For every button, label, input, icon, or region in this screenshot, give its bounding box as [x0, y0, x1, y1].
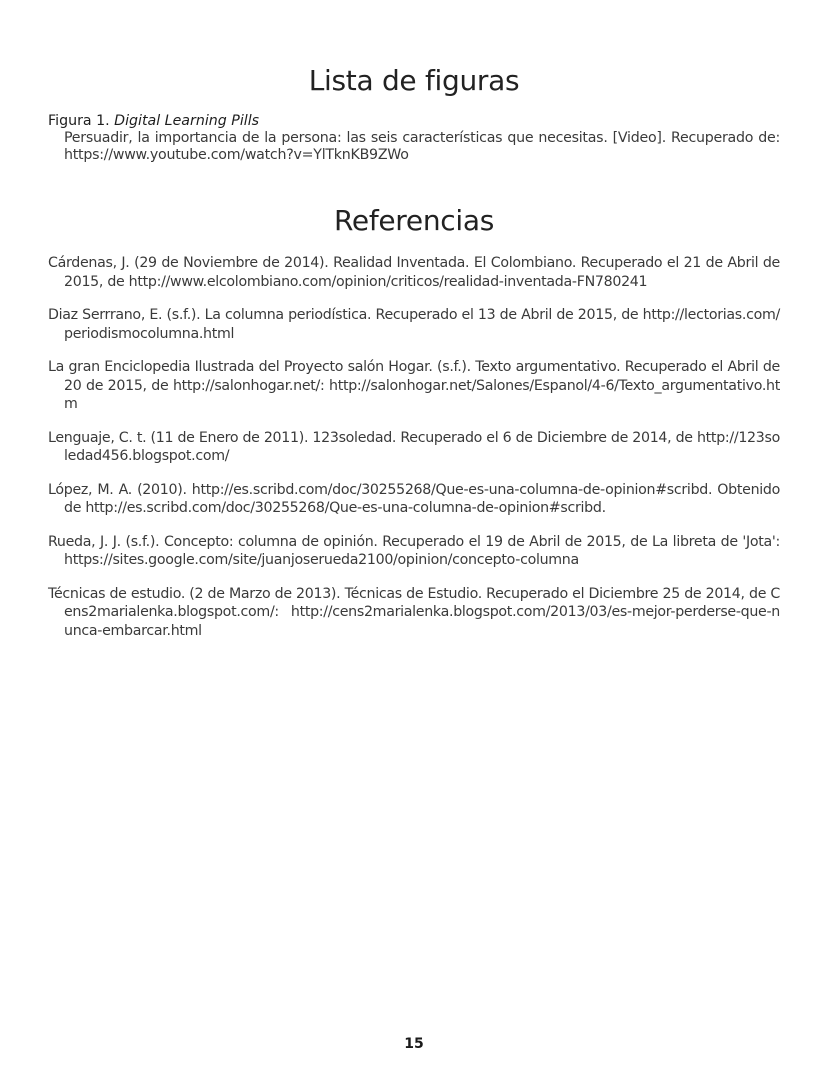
- reference-item: Rueda, J. J. (s.f.). Concepto: columna de opinión. Recuperado el 19 de Abril de 2015, de La libreta de 'Jota': https://sites.google.com/site/juanjoserueda2100/opinion/concepto-columna: [48, 533, 780, 568]
- figure-name: Digital Learning Pills: [114, 113, 260, 129]
- figures-list-title: Lista de figuras: [308, 64, 520, 97]
- figure-caption: [48, 113, 780, 130]
- figure-number: Figura 1.: [48, 113, 110, 129]
- references-title: Referencias: [334, 204, 494, 237]
- reference-item: Técnicas de estudio. (2 de Marzo de 2013). Técnicas de Estudio. Recuperado el Diciembre 25 de 2014, de Cens2marialenka.blogspot.com/: http://cens2marialenka.blogspot.com/2013/03/es-mejor-perderse-que-nunca-embarcar.html: [48, 585, 780, 639]
- reference-item: Cárdenas, J. (29 de Noviembre de 2014). Realidad Inventada. El Colombiano. Recuperado el 21 de Abril de 2015, de http://www.elcolombiano.com/opinion/criticos/realidad-inventada-FN780241: [48, 255, 780, 290]
- reference-item: López, M. A. (2010). http://es.scribd.com/doc/30255268/Que-es-una-columna-de-opinion#scribd. Obtenido de http://es.scribd.com/doc/30255268/Que-es-una-columna-de-opinion#scribd.: [48, 481, 780, 516]
- reference-item: Lenguaje, C. t. (11 de Enero de 2011). 123soledad. Recuperado el 6 de Diciembre de 2014, de http://123soledad456.blogspot.com/: [48, 429, 780, 464]
- reference-item: La gran Enciclopedia Ilustrada del Proyecto salón Hogar. (s.f.). Texto argumentativo. Recuperado el Abril de 20 de 2015, de http://salonhogar.net/: http://salonhogar.net/Salones/Espanol/4-6/Texto_argumentativo.htm: [48, 359, 780, 412]
- page-number: 15: [404, 1036, 424, 1052]
- reference-item: Diaz Serrrano, E. (s.f.). La columna periodística. Recuperado el 13 de Abril de 2015, de http://lectorias.com/periodismocolumna.html: [48, 307, 780, 342]
- figure-entry: [48, 113, 780, 164]
- figure-description: Persuadir, la importancia de la persona: las seis características que necesitas. [Video]. Recuperado de: https://www.youtube.com/watch?v=YlTknKB9ZWo: [64, 130, 780, 163]
- references-list: [48, 254, 780, 655]
